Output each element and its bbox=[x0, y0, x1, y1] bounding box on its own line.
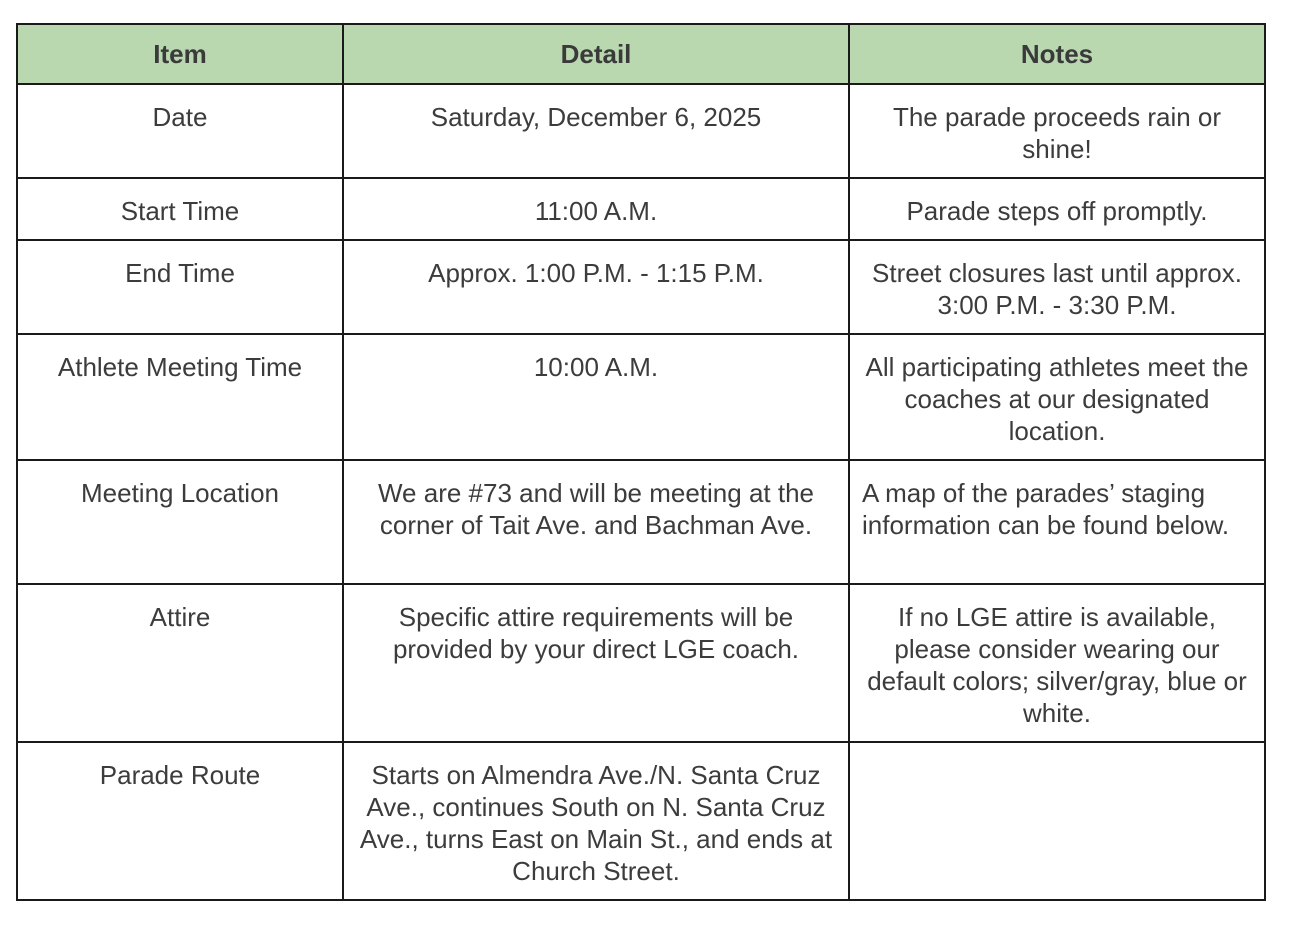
table-header bbox=[17, 24, 1265, 84]
cell-detail: Starts on Almendra Ave./N. Santa Cruz Ave., continues South on N. Santa Cruz Ave., turns East on Main St., and ends at Church Street. bbox=[343, 742, 849, 900]
cell-detail: Approx. 1:00 P.M. - 1:15 P.M. bbox=[343, 240, 849, 334]
table-row-meeting-location bbox=[17, 460, 1265, 584]
cell-notes: A map of the parades’ staging information can be found below. bbox=[849, 460, 1265, 584]
cell-notes: Parade steps off promptly. bbox=[849, 178, 1265, 240]
cell-notes: The parade proceeds rain or shine! bbox=[849, 84, 1265, 178]
table-body bbox=[17, 84, 1265, 900]
table-row-attire bbox=[17, 584, 1265, 742]
cell-notes bbox=[849, 742, 1265, 900]
parade-info-table bbox=[16, 23, 1266, 901]
cell-item: Attire bbox=[17, 584, 343, 742]
table-row-parade-route bbox=[17, 742, 1265, 900]
cell-item: End Time bbox=[17, 240, 343, 334]
parade-info-table-container bbox=[16, 23, 1266, 901]
cell-item: Start Time bbox=[17, 178, 343, 240]
header-item: Item bbox=[17, 24, 343, 84]
header-detail: Detail bbox=[343, 24, 849, 84]
cell-notes: Street closures last until approx. 3:00 P.M. - 3:30 P.M. bbox=[849, 240, 1265, 334]
table-row-athlete-meeting-time bbox=[17, 334, 1265, 460]
cell-detail: Saturday, December 6, 2025 bbox=[343, 84, 849, 178]
cell-detail: 11:00 A.M. bbox=[343, 178, 849, 240]
cell-item: Athlete Meeting Time bbox=[17, 334, 343, 460]
header-row bbox=[17, 24, 1265, 84]
cell-detail: 10:00 A.M. bbox=[343, 334, 849, 460]
cell-detail: Specific attire requirements will be provided by your direct LGE coach. bbox=[343, 584, 849, 742]
table-row-end-time bbox=[17, 240, 1265, 334]
cell-notes: If no LGE attire is available, please consider wearing our default colors; silver/gray, blue or white. bbox=[849, 584, 1265, 742]
table-row-start-time bbox=[17, 178, 1265, 240]
cell-notes: All participating athletes meet the coaches at our designated location. bbox=[849, 334, 1265, 460]
table-row-date bbox=[17, 84, 1265, 178]
cell-detail: We are #73 and will be meeting at the corner of Tait Ave. and Bachman Ave. bbox=[343, 460, 849, 584]
cell-item: Parade Route bbox=[17, 742, 343, 900]
cell-item: Meeting Location bbox=[17, 460, 343, 584]
header-notes: Notes bbox=[849, 24, 1265, 84]
cell-item: Date bbox=[17, 84, 343, 178]
